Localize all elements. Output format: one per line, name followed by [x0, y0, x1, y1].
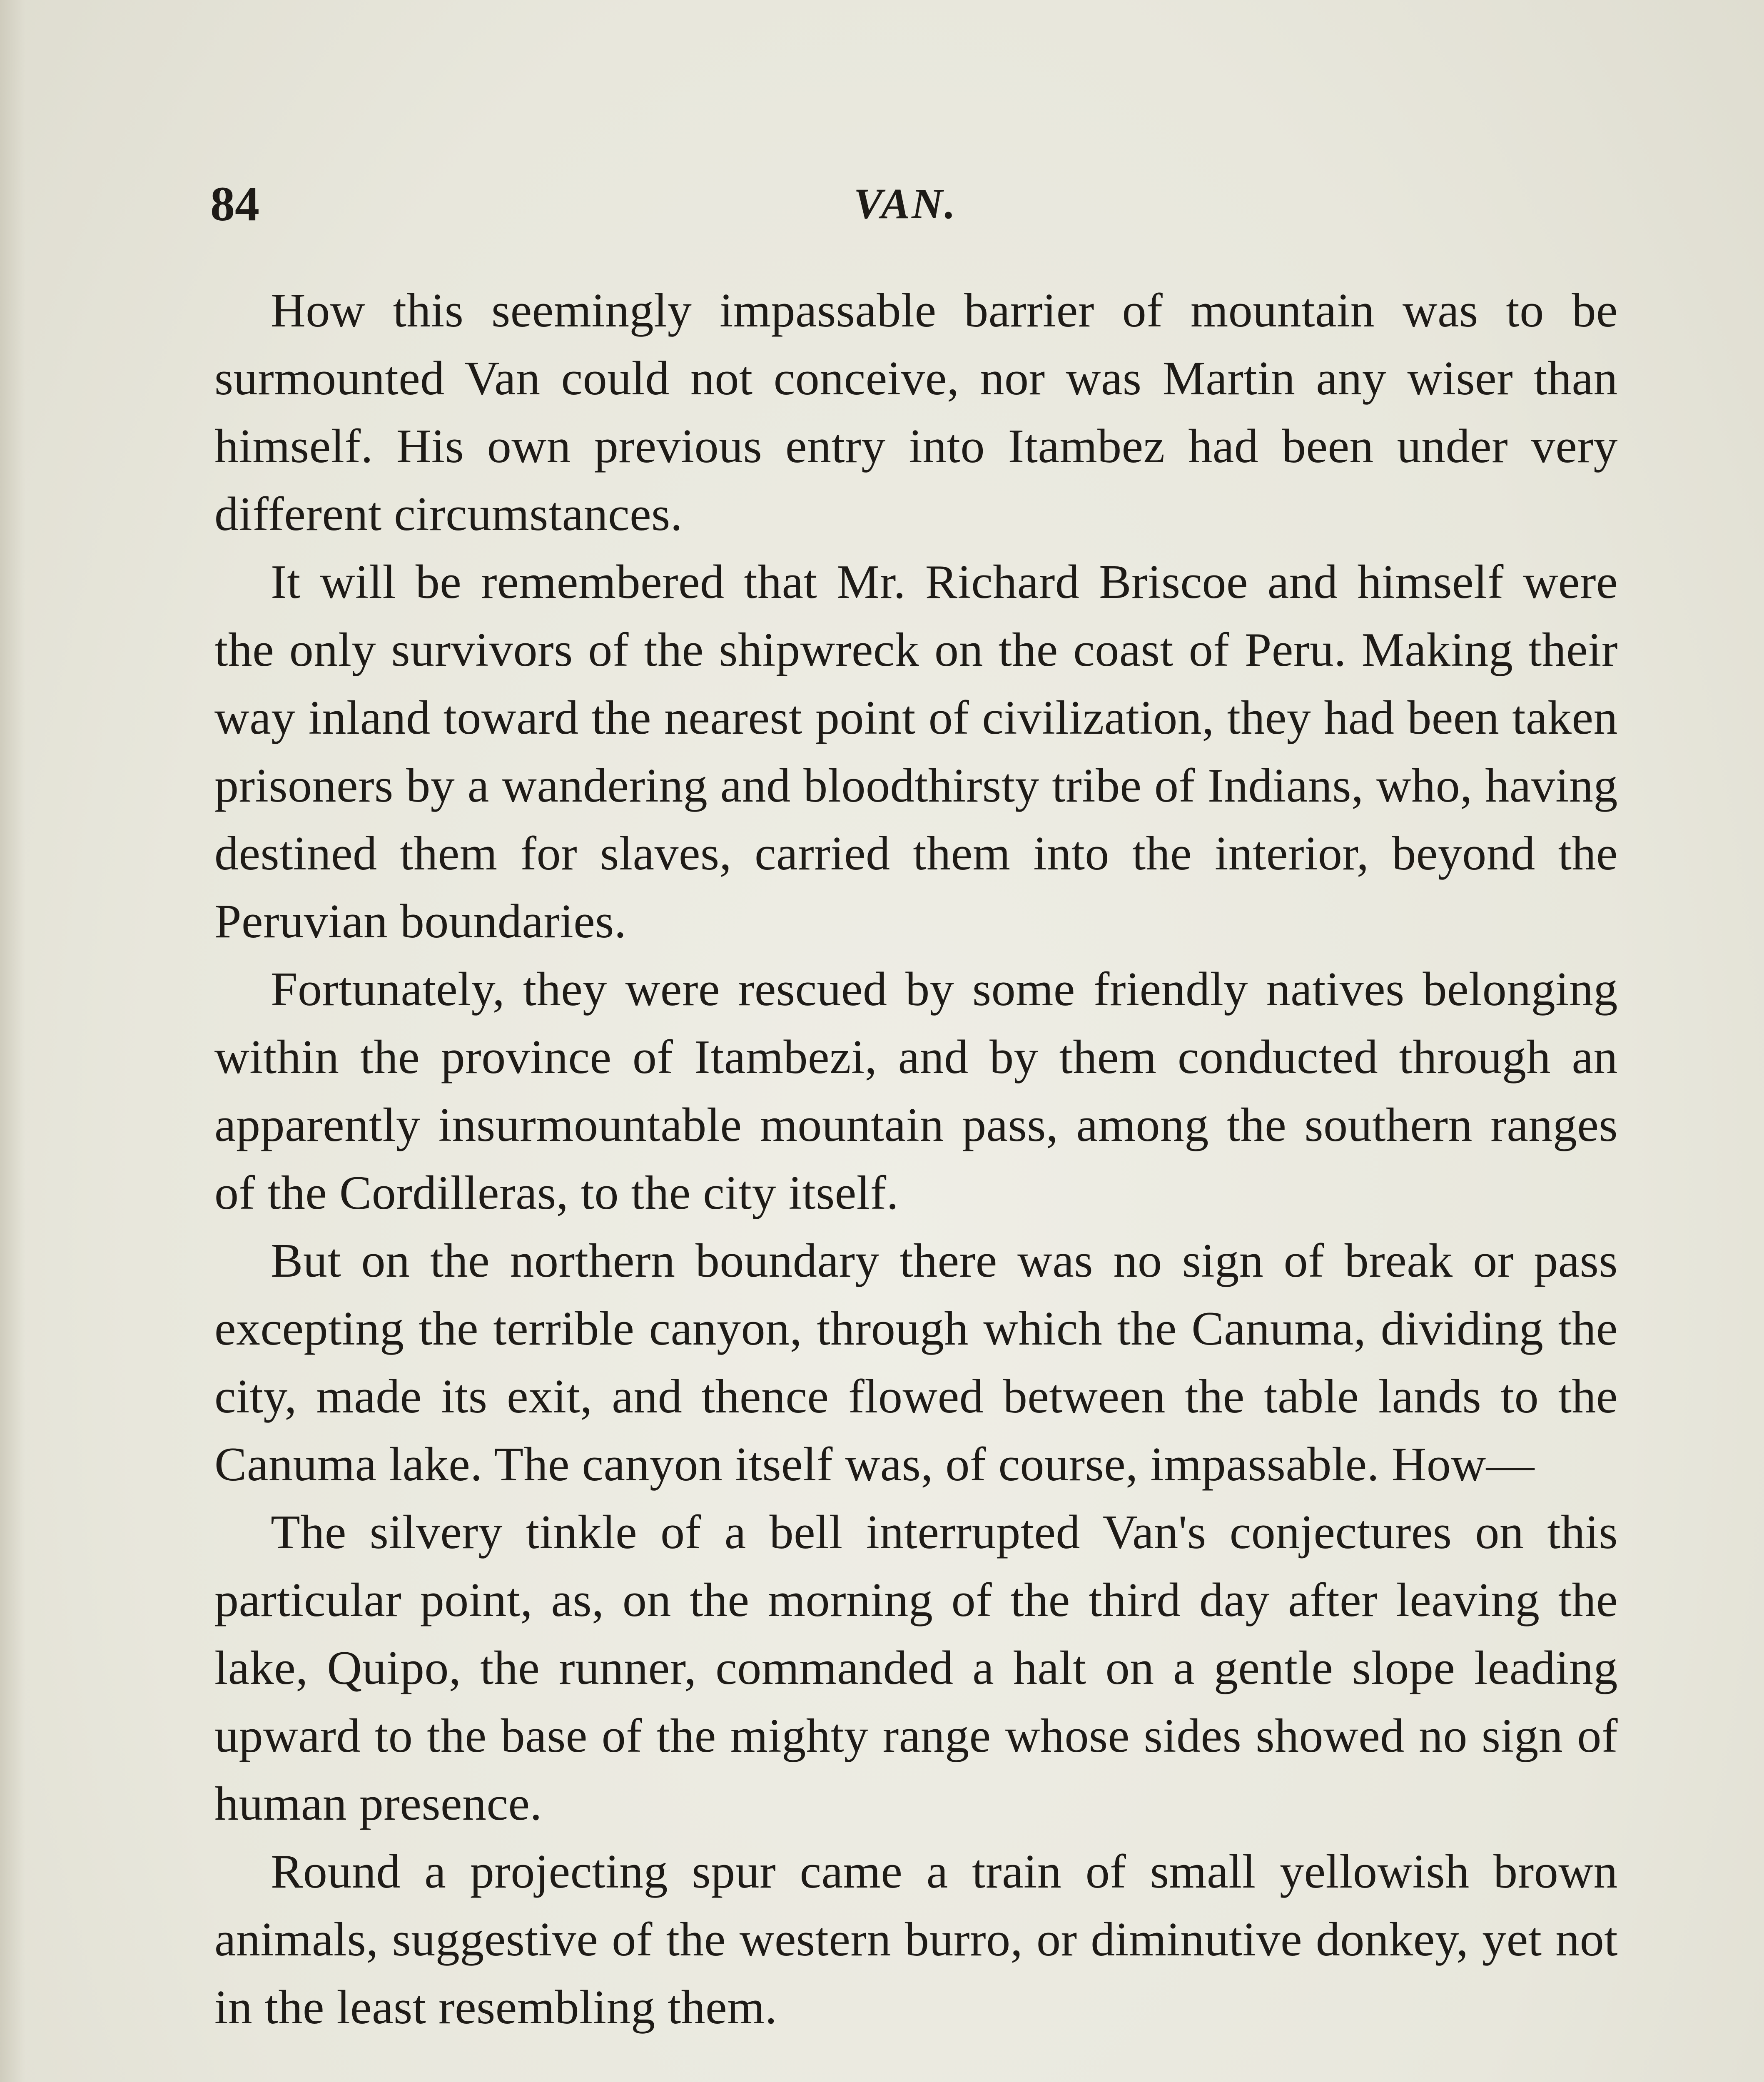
paragraph: Round a projecting spur came a train of small yellowish brown animals, suggestive of the western burro, or diminutive donkey, yet not in the least resembling them.	[214, 1845, 1618, 2034]
body-text	[214, 277, 1618, 2042]
paragraph: How this seemingly impassable barrier of mountain was to be surmounted Van could not conceive, nor was Martin any wiser than himself. His own previous entry into Itambez had been under very different circumstances.	[214, 284, 1618, 541]
paragraph: The silvery tinkle of a bell interrupted Van's conjectures on this particular point, as, on the morning of the third day after leaving the lake, Quipo, the runner, commanded a halt on a gentle slope leading upward to the base of the mighty range whose sides showed no sign of human presence.	[214, 1506, 1618, 1830]
running-title: VAN.	[854, 180, 957, 228]
running-head	[0, 175, 1764, 233]
paragraph: But on the northern boundary there was no sign of break or pass excepting the terrible canyon, through which the Canuma, dividing the city, made its exit, and thence flowed between the table lands to the Canuma lake. The canyon itself was, of course, impassable. How—	[214, 1234, 1618, 1491]
paragraph: Fortunately, they were rescued by some friendly natives belonging within the province of Itambezi, and by them conducted through an apparently insurmountable mountain pass, among the southern ranges of the Cordilleras, to the city itself.	[214, 963, 1618, 1220]
page-number: 84	[210, 177, 259, 231]
paragraph: It will be remembered that Mr. Richard Briscoe and himself were the only survivors of the shipwreck on the coast of Peru. Making their way inland toward the nearest point of civilization, they had been taken prisoners by a wandering and bloodthirsty tribe of Indians, who, having destined them for slaves, carried them into the interior, beyond the Peruvian boundaries.	[214, 555, 1618, 948]
page-edge-shadow	[0, 0, 25, 2082]
